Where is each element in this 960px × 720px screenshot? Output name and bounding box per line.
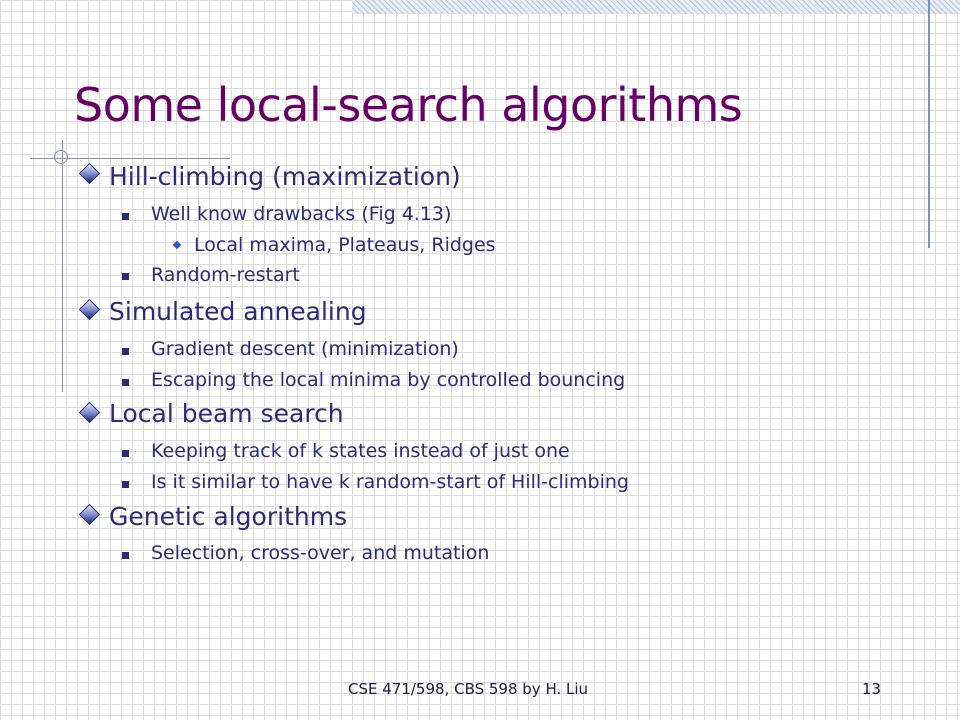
square-bullet-icon	[122, 379, 129, 386]
square-bullet-icon	[122, 450, 129, 457]
bullet-item: Hill-climbing (maximization)	[109, 162, 461, 191]
diamond-bullet-icon	[80, 403, 98, 421]
bullet-item: Simulated annealing	[109, 297, 367, 326]
square-bullet-icon	[122, 481, 129, 488]
top-hatch-decoration	[352, 0, 960, 14]
sub-bullet-item: Gradient descent (minimization)	[151, 338, 459, 360]
sub-sub-bullet-item: Local maxima, Plateaus, Ridges	[194, 234, 496, 256]
bullet-item: Genetic algorithms	[109, 502, 348, 531]
page-number: 13	[862, 680, 882, 698]
sub-bullet-item: Well know drawbacks (Fig 4.13)	[151, 203, 452, 225]
diamond-bullet-icon	[80, 300, 98, 318]
bullet-item: Local beam search	[109, 399, 344, 428]
sub-bullet-item: Selection, cross-over, and mutation	[151, 542, 490, 564]
slide-footer: CSE 471/598, CBS 598 by H. Liu	[348, 680, 589, 698]
square-bullet-icon	[122, 552, 129, 559]
sub-bullet-item: Keeping track of k states instead of just one	[151, 440, 570, 462]
diamond-bullet-icon	[80, 164, 98, 182]
square-bullet-icon	[122, 348, 129, 355]
corner-circle-decoration	[54, 150, 68, 164]
square-bullet-icon	[122, 273, 129, 280]
left-vertical-rule	[62, 140, 63, 392]
right-vertical-rule	[928, 0, 930, 248]
sub-bullet-item: Escaping the local minima by controlled bouncing	[151, 369, 626, 391]
small-diamond-bullet-icon	[173, 241, 181, 249]
diamond-bullet-icon	[80, 505, 98, 523]
sub-bullet-item: Random-restart	[151, 264, 300, 286]
sub-bullet-item: Is it similar to have k random-start of Hill-climbing	[151, 471, 629, 493]
square-bullet-icon	[122, 213, 129, 220]
slide-title: Some local-search algorithms	[74, 78, 743, 132]
